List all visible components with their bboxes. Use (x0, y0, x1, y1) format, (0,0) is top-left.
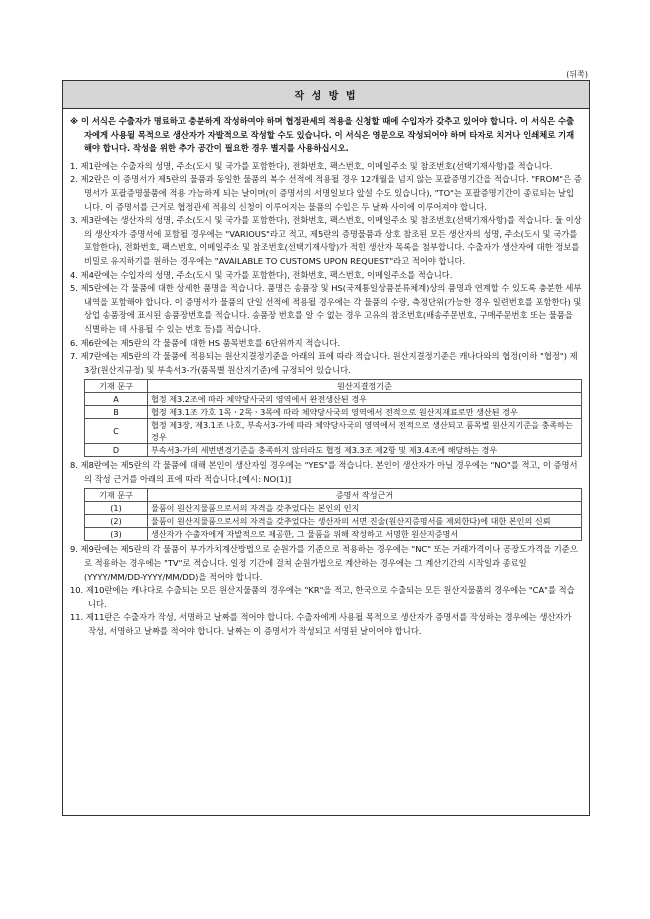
criterion-text: 부속서3-가의 세번변경기준을 충족하지 않더라도 협정 제3.3조 제2항 및 제3.4조에 해당하는 경우 (148, 444, 582, 457)
instruction-item-9: 9. 제9란에는 제5란의 각 물품이 부가가치계산방법으로 순원가를 기준으로 적용하는 경우에는 "NC" 또는 거래가격이나 공장도가격을 기준으로 적용하는 경우에는 "TV"로 적습니다. 일정 기간에 걸쳐 순원가법으로 계산하는 경우에는 그 계산기간의 시작일과 종료일(YYYY/MM/DD-YYYY/MM/DD)을 적어야 합니다. (70, 544, 578, 582)
column-header: 기재 문구 (85, 489, 148, 502)
column-header: 원산지결정기준 (148, 380, 582, 393)
instructions-frame (62, 80, 590, 816)
general-notice: ※ 이 서식은 수출자가 명료하고 충분하게 작성하여야 하며 협정관세의 적용을 신청할 때에 수입자가 갖추고 있어야 합니다. 이 서식은 수출자에게 사용될 목적으로 생산자가 자발적으로 작성할 수도 있습니다. 이 서식은 영문으로 작성되어야 하며 타자로 치거나 인쇄체로 기재해야 합니다. 작성을 위한 추가 공간이 필요한 경우 별지를 사용하십시오. (70, 116, 575, 154)
criterion-code: C (85, 419, 148, 444)
origin-criteria-table-wrap (70, 379, 582, 457)
basis-code: (1) (85, 502, 148, 515)
instruction-item-2: 2. 제2란은 이 증명서가 제5란의 물품과 동일한 물품의 복수 선적에 적용될 경우 12개월을 넘지 않는 포괄증명기간을 적습니다. "FROM"은 증명서가 포괄증명물품에 적용 가능하게 되는 날이며(이 증명서의 서명일보다 앞설 수도 있습니다), "TO"는 포괄증명기간이 종료되는 날입니다. 이 증명서를 근거로 협정관세 적용의 신청이 이루어지는 물품의 수입은 두 날짜 사이에 이루어져야 합니다. (70, 174, 582, 212)
basis-table-wrap (70, 488, 582, 541)
criterion-code: B (85, 406, 148, 419)
table-header-row (85, 489, 582, 502)
origin-criteria-table (84, 379, 582, 457)
instruction-item-7: 7. 제7란에는 제5란의 각 물품에 적용되는 원산지결정기준을 아래의 표에 따라 적습니다. 원산지결정기준은 캐나다와의 협정(이하 "협정") 제3장(원산지규정) 및 부속서3-가(품목별 원산지기준)에 규정되어 있습니다. (70, 351, 578, 375)
criterion-code: D (85, 444, 148, 457)
instruction-item-8: 8. 제8란에는 제5란의 각 물품에 대해 본인이 생산자일 경우에는 "YES"를 적습니다. 본인이 생산자가 아닐 경우에는 "NO"를 적고, 이 증명서의 작성 근거를 아래의 표에 따라 적습니다.[예시: NO(1)] (70, 460, 578, 484)
instruction-item-4: 4. 제4란에는 수입자의 성명, 주소(도시 및 국가를 포함한다), 전화번호, 팩스번호, 이메일주소를 적습니다. (70, 269, 453, 280)
instruction-item-10: 10. 제10란에는 캐나다로 수출되는 모든 원산지물품의 경우에는 "KR"을 적고, 한국으로 수출되는 모든 원산지물품의 경우에는 "CA"를 적습니다. (70, 585, 575, 609)
table-row (85, 515, 582, 528)
page-title: 작 성 방 법 (63, 81, 589, 109)
criterion-text: 협정 제3.2조에 따라 체약당사국의 영역에서 완전생산된 경우 (148, 393, 582, 406)
table-header-row (85, 380, 582, 393)
instruction-item-5: 5. 제5란에는 각 물품에 대한 상세한 품명을 적습니다. 품명은 송품장 및 HS(국제통일상품분류체계)상의 품명과 연계할 수 있도록 충분한 세부내역을 포함해야 합니다. 이 증명서가 물품의 단일 선적에 적용될 경우에는 각 물품의 수량, 측정단위(가능한 경우 일련번호를 포함한다) 및 상업 송품장에 표시된 송품장번호를 적습니다. 송품장 번호를 알 수 없는 경우 고유의 참조번호(배송주문번호, 구매주문번호 또는 물품을 식별하는 데 사용될 수 있는 번호 등)를 적습니다. (70, 283, 582, 334)
basis-code: (3) (85, 528, 148, 541)
table-row (85, 502, 582, 515)
instruction-item-1: 1. 제1란에는 수출자의 성명, 주소(도시 및 국가를 포함한다), 전화번호, 팩스번호, 이메일주소 및 참조번호(선택기재사항)를 적습니다. (70, 160, 553, 171)
column-header: 기재 문구 (85, 380, 148, 393)
back-side-label: (뒤쪽) (566, 70, 588, 79)
basis-text: 생산자가 수출자에게 자발적으로 제공한, 그 물품을 위해 작성하고 서명한 원산지증명서 (148, 528, 582, 541)
instructions-body (63, 109, 589, 639)
table-row (85, 406, 582, 419)
instruction-item-11: 11. 제11란은 수출자가 작성, 서명하고 날짜를 적어야 합니다. 수출자에게 사용될 목적으로 생산자가 증명서를 작성하는 경우에는 생산자가 작성, 서명하고 날짜를 적어야 합니다. 날짜는 이 증명서가 작성되고 서명된 날이어야 합니다. (70, 612, 572, 637)
table-row (85, 393, 582, 406)
instruction-item-6: 6. 제6란에는 제5란의 각 물품에 대한 HS 품목번호를 6단위까지 적습니다. (70, 337, 341, 348)
certificate-basis-table (84, 488, 582, 541)
basis-text: 물품이 원산지물품으로서의 자격을 갖추었다는 생산자의 서면 진술(원산지증명서를 제외한다)에 대한 본인의 신뢰 (148, 515, 582, 528)
instruction-item-3: 3. 제3란에는 생산자의 성명, 주소(도시 및 국가를 포함한다), 전화번호, 팩스번호, 이메일주소 및 참조번호(선택기재사항)를 적습니다. 둘 이상의 생산자가 증명서에 포함될 경우에는 "VARIOUS"라고 적고, 제5란의 증명물품과 상호 참조된 모든 생산자의 성명, 주소(도시 및 국가를 포함한다), 전화번호, 팩스번호, 이메일주소 및 참조번호(선택기재사항)가 적힌 생산자 목록을 첨부합니다. 수출자가 생산자에 대한 정보를 비밀로 유지하기를 원하는 경우에는 "AVAILABLE TO CUSTOMS UPON REQUEST"라고 적어야 합니다. (70, 215, 582, 266)
table-row (85, 444, 582, 457)
criterion-code: A (85, 393, 148, 406)
table-row (85, 528, 582, 541)
basis-text: 물품이 원산지물품으로서의 자격을 갖추었다는 본인의 인지 (148, 502, 582, 515)
table-row (85, 419, 582, 444)
basis-code: (2) (85, 515, 148, 528)
criterion-text: 협정 제3.1조 가호 1목ㆍ2목ㆍ3목에 따라 체약당사국의 영역에서 전적으로 원산지재료로만 생산된 경우 (148, 406, 582, 419)
criterion-text: 협정 제3장, 제3.1조 나호, 부속서3-가에 따라 체약당사국의 영역에서 전적으로 생산되고 품목별 원산지기준을 충족하는 경우 (148, 419, 582, 444)
column-header: 증명서 작성근거 (148, 489, 582, 502)
